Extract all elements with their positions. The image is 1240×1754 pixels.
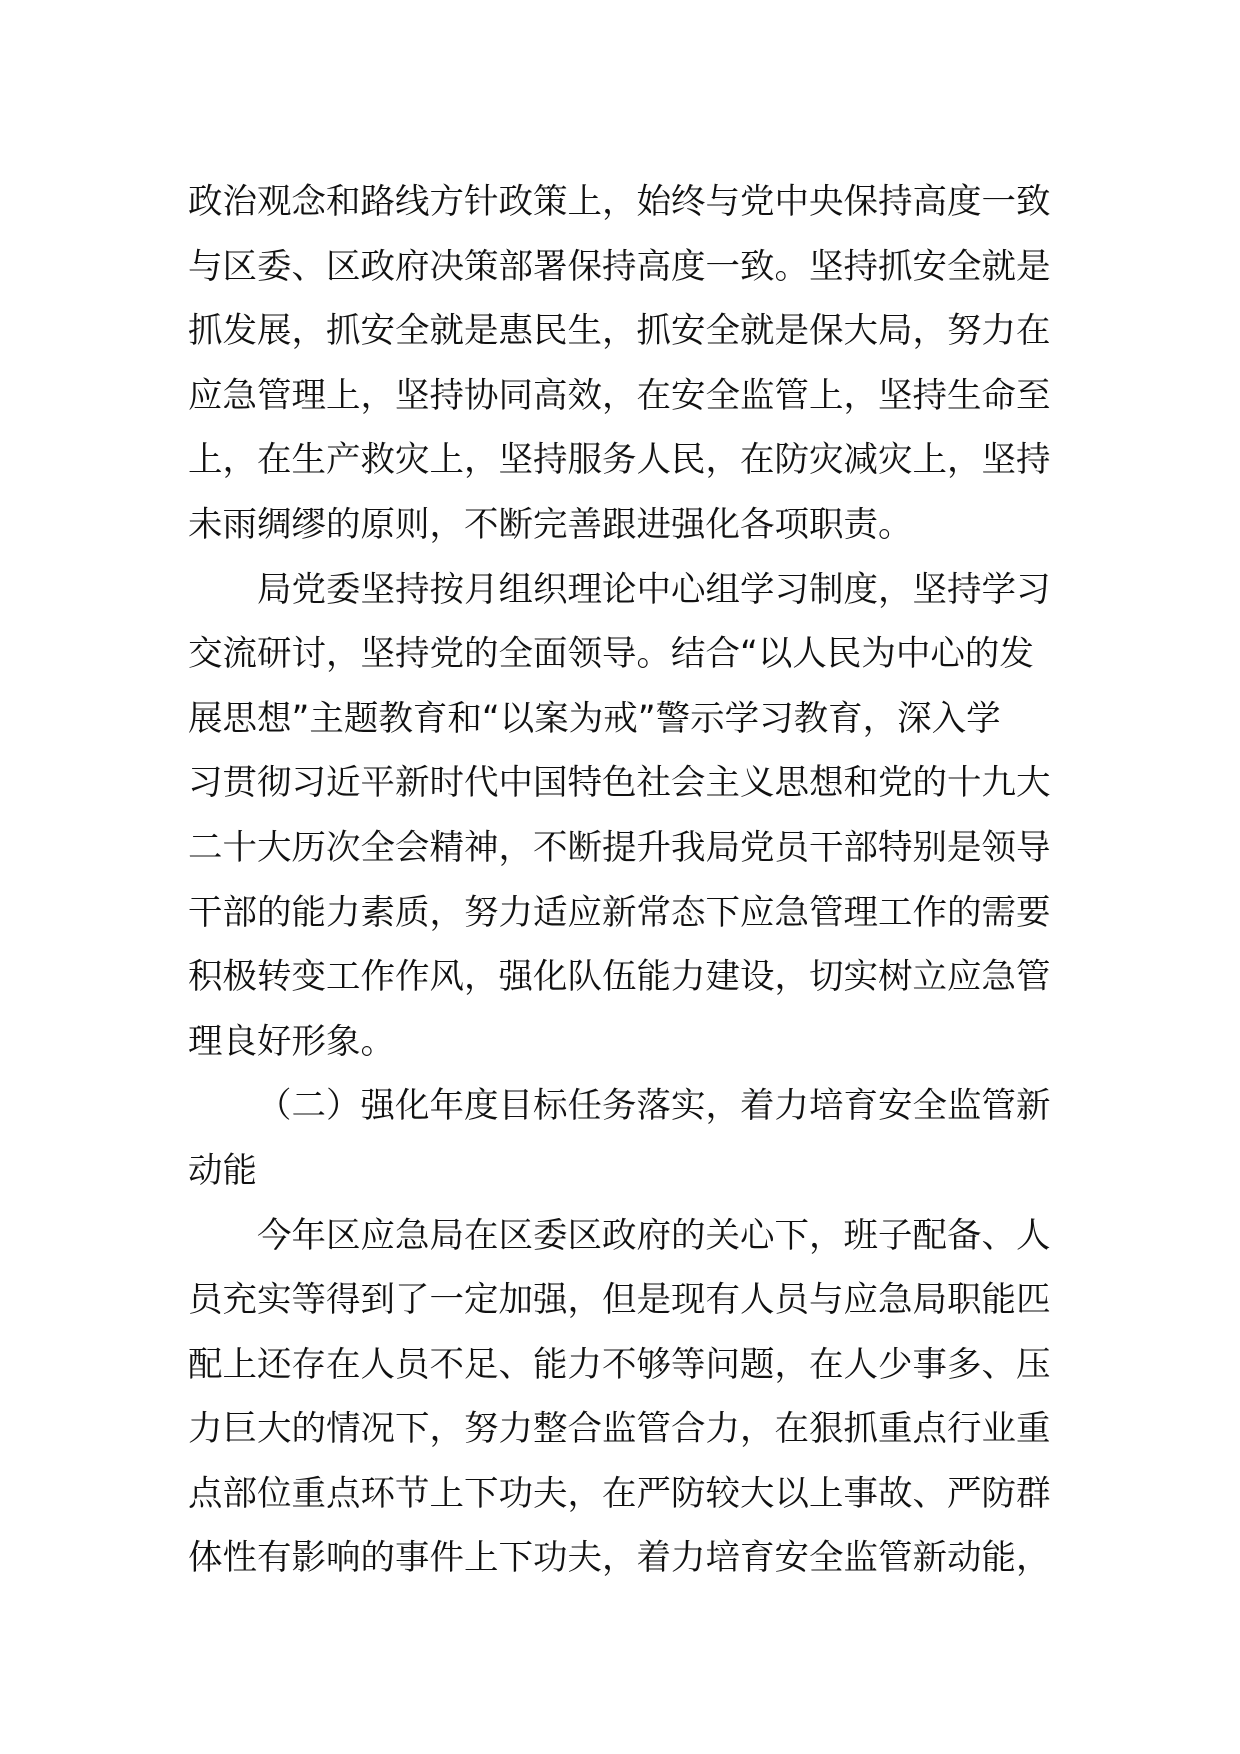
text-line: 理良好形象。 [188,1021,395,1062]
text-line: 习贯彻习近平新时代中国特色社会主义思想和党的十九大 [188,763,1051,804]
text-line: 二十大历次全会精神，不断提升我局党员干部特别是领导 [188,827,1051,868]
text-line: （二）强化年度目标任务落实，着力培育安全监管新 [257,1086,1051,1127]
text-line: 动能 [188,1150,257,1191]
text-line: 力巨大的情况下，努力整合监管合力，在狠抓重点行业重 [188,1409,1051,1450]
text-line: 今年区应急局在区委区政府的关心下，班子配备、人 [257,1215,1051,1256]
text-line: 抓发展，抓安全就是惠民生，抓安全就是保大局，努力在 [188,311,1051,352]
text-line: 交流研讨，坚持党的全面领导。结合“以人民为中心的发 [188,634,1034,675]
text-line: 点部位重点环节上下功夫，在严防较大以上事故、严防群 [188,1473,1051,1514]
text-line: 积极转变工作作风，强化队伍能力建设，切实树立应急管 [188,957,1051,998]
text-line: 配上还存在人员不足、能力不够等问题，在人少事多、压 [188,1344,1051,1385]
text-line: 未雨绸缪的原则，不断完善跟进强化各项职责。 [188,504,913,545]
text-line: 展思想”主题教育和“以案为戒”警示学习教育，深入学 [188,698,1001,739]
document-body [188,170,1058,1591]
text-line: 上，在生产救灾上，坚持服务人民，在防灾减灾上，坚持 [188,440,1051,481]
text-line: 干部的能力素质，努力适应新常态下应急管理工作的需要 [188,892,1051,933]
text-line: 与区委、区政府决策部署保持高度一致。坚持抓安全就是 [188,246,1051,287]
text-line: 局党委坚持按月组织理论中心组学习制度，坚持学习 [257,569,1051,610]
text-line: 员充实等得到了一定加强，但是现有人员与应急局职能匹 [188,1280,1051,1321]
text-line: 应急管理上，坚持协同高效，在安全监管上，坚持生命至 [188,375,1051,416]
text-line: 体性有影响的事件上下功夫，着力培育安全监管新动能， [188,1538,1051,1579]
text-line: 政治观念和路线方针政策上，始终与党中央保持高度一致 [188,182,1051,222]
